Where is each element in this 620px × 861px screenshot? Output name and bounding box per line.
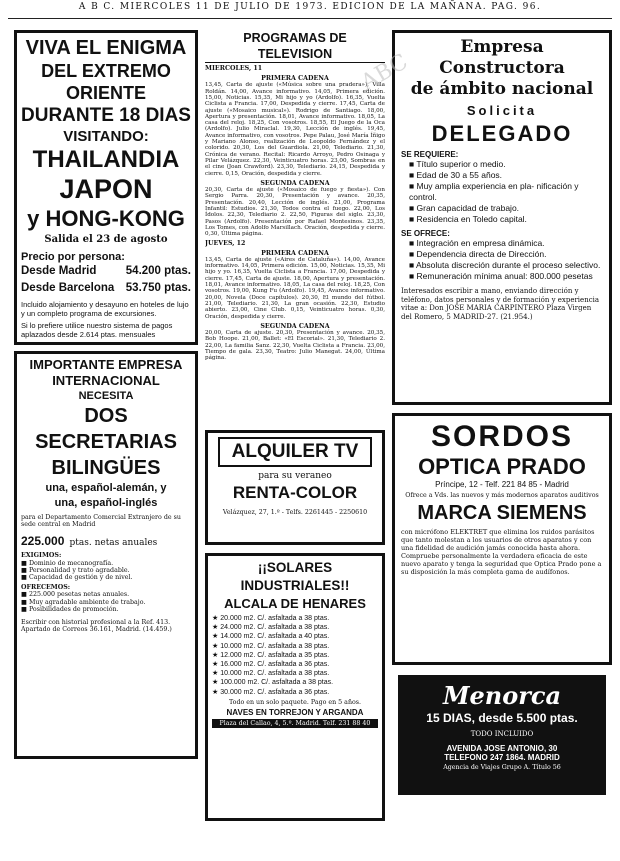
price-city: Desde Barcelona (21, 282, 115, 294)
empresa-line2: de ámbito nacional (410, 79, 594, 99)
list-item: ■ Remuneración mínima anual: 800.000 pesetas (409, 271, 593, 281)
menorca-footer: Agencia de Viajes Grupo A. Título 56 (443, 764, 561, 771)
sec-line2: INTERNACIONAL (52, 373, 160, 388)
list-item: ■ Muy agradable ambiente de trabajo. (21, 598, 146, 606)
tour-line3: DURANTE 18 DIAS (21, 105, 191, 126)
sec-dept: para el Departamento Comercial Extranjero de su sede central en Madrid (21, 514, 181, 529)
tv-section-body: 13,45, Carta de ajuste («Aires de Cataluña»). 14,00, Avance informativo. 14,05, Primera edición. 15,00, Noticias. 15,35, Mi hijo y yo. 16,35, Vuelta Ciclista a Francia. 17,00, Despedida y cierre. 17,45, Carta de ajuste. 18,00, Apertura y presentación. 18,01, Avance informativo. 18,05, La casa del reloj. 18,25, Con vosotros. 19,00, Kung Fu (Ardolfo). 19,45, Avance informativo. 20,00, Novela (Doce capítulos). 20,30, El mundo del fútbol. 21,00, Telediario. 21,30, La gran ocasión. 22,30, Estudio abierto. 23,00, Cine Club. 0,15, Veinticuatro horas. 0,30, Oración, despedida y cierre. (205, 256, 385, 320)
list-item: ★ 14.000 m2. C/. asfaltada a 40 ptas. (212, 633, 330, 641)
list-item: ■ Gran capacidad de trabajo. (409, 203, 520, 213)
list-item: ■ Dominio de mecanografía. (21, 559, 114, 567)
sec-line1: IMPORTANTE EMPRESA (29, 357, 183, 372)
column-left (14, 30, 198, 851)
menorca-title: Menorca (442, 681, 562, 710)
tour-ad (14, 30, 198, 345)
list-item: ■ Dependencia directa de Dirección. (409, 249, 547, 259)
sec-offer-title: OFRECEMOS: (21, 584, 71, 592)
sec-line6: una, español-alemán, y (45, 482, 167, 494)
sec-line3: NECESITA (78, 390, 134, 402)
list-item: ■ Posibilidades de promoción. (21, 605, 119, 613)
solares-ad (205, 553, 385, 821)
abc-watermark: ABC (357, 49, 413, 96)
column-center (205, 30, 385, 851)
solares-footer: Todo en un solo paquete. Pago en 5 años. (228, 698, 362, 706)
list-item: ★ 10.000 m2. C/. asfaltada a 38 ptas. (212, 642, 330, 650)
list-item: ★ 100.000 m2. C/. asfaltada a 38 ptas. (212, 679, 334, 687)
tour-price-row (21, 263, 191, 280)
sordos-text1: Ofrece a Vds. las nuevos y más modernos aparatos auditivos (405, 492, 599, 499)
tv-section-body: 13,45, Carta de ajuste («Música sobre una pradera»), Villa Roldán. 14,00, Avance informativo. 14,05, Primera edición. 15,00, Noticias. 15,35, Mi hijo y yo (Ardolfo). 16,35, Vuelta Ciclista a Francia. 17,00, Despedida y cierre. 17,45, Carta de ajuste («Mosaico musical»). Rodrigo de Santiago. 18,00, Apertura y presentación. 18,01, Avance informativo. 18,05, La casa del reloj. 18,25, Con vosotros. 18,55, El Juego de la Oca (Ardolfo). Julio Miraclal. 19,30, Lección de inglés. 19,45, Avance informativo, con vosotros. Pepe Palau, José María Íñigo y Mariano Alonso, realización de Leopoldo Fernández y el colorido. 20,30, Los del Guardiola. 21,00, Telediario. 21,30, Crónica de verano. Recital: Ricardo Arroyo, Pedro Osinaga y Pilar Velázquez. 22,30, Veinticuatro horas. 23,00, Sombras en el cine (Joan Crawford). 23,30, Telediario. 24,15, Despedida y cierre. 0,15, Oración, despedida y cierre. (205, 82, 385, 177)
sec-line7: una, español-inglés (54, 497, 158, 509)
sordos-brand2: MARCA SIEMENS (417, 502, 587, 525)
sordos-address: Príncipe, 12 - Telf. 221 84 85 - Madrid (435, 480, 569, 489)
sordos-title: SORDOS (430, 420, 574, 453)
tour-includes: Incluido alojamiento y desayuno en hoteles de lujo y un completo programa de excursiones. (21, 300, 189, 318)
tv-section-heading: SEGUNDA CADENA (260, 179, 330, 187)
tour-dest2: JAPON (59, 174, 153, 204)
tour-dest3-conj: y (27, 206, 40, 231)
alquiler-sub: para su veraneo (258, 471, 332, 481)
menorca-included: TODO INCLUIDO (470, 730, 534, 738)
column-right (392, 30, 612, 851)
list-item: ★ 24.000 m2. C/. asfaltada a 38 ptas. (212, 624, 330, 632)
list-item: ■ Residencia en Toledo capital. (409, 214, 527, 224)
tv-section-heading: PRIMERA CADENA (261, 75, 329, 83)
tv-day2: JUEVES, 12 (205, 240, 246, 248)
price-value: 53.750 ptas. (125, 282, 191, 294)
list-item: ★ 10.000 m2. C/. asfaltada a 38 ptas. (212, 670, 330, 678)
alquiler-brand: RENTA-COLOR (232, 483, 358, 502)
tour-dest1: THAILANDIA (32, 146, 180, 173)
tour-price-row (21, 280, 191, 297)
list-item: ★ 20.000 m2. C/. asfaltada a 38 ptas. (212, 615, 330, 622)
empresa-req-title: SE REQUIERE: (401, 150, 459, 159)
menorca-offer: 15 DIAS, desde 5.500 ptas. (426, 711, 578, 725)
menorca-address: AVENIDA JOSE ANTONIO, 30 (446, 744, 558, 753)
list-item: ★ 30.000 m2. C/. asfaltada a 36 ptas. (212, 688, 330, 696)
tv-section-body: 20,30, Carta de ajuste («Mosaico de fuego y fiesta»). Con Sergio Parra. 20,30, Presentación y avance. 20,35, Presentación. 20,40, Lección de inglés. 21,00, Programa Infantil: Estudios. 21,30, Todos contra el fuego. 22,00, Los Ídolos. 22,30, Telediario 2. 22,50, Figuras del siglo. 23,30, Pasos (Ardolfo). Presentación por Rafael Montesinos. 23,35, Los Tomes, con Adolfo Marsillach. Oración, despedida y cierre. 0,30, Última página. (205, 187, 385, 238)
empresa-line4: DELEGADO (431, 121, 573, 146)
tv-section-heading: PRIMERA CADENA (261, 249, 329, 257)
alquiler-ad (205, 430, 385, 545)
solares-subtitle: ALCALA DE HENARES (224, 596, 366, 611)
menorca-phone: TELEFONO 247 1864. MADRID (444, 753, 560, 762)
list-item: ■ 225.000 pesetas netas anuales. (21, 591, 130, 599)
secretaries-ad (14, 351, 198, 759)
empresa-line3: Solicita (466, 103, 538, 118)
list-item: ■ Integración en empresa dinámica. (409, 238, 545, 248)
tour-dest3: HONG-KONG (45, 206, 185, 231)
alquiler-title: ALQUILER TV (218, 437, 372, 467)
sec-contact: Escribir con historial profesional a la Ref. 413. Apartado de Correos 36.161, Madrid. (14.459.) (21, 619, 172, 634)
list-item: ■ Capacidad de gestión y de nivel. (21, 574, 133, 582)
list-item: ■ Muy amplia experiencia en pla- nificación y control. (409, 181, 579, 202)
list-item: ■ Absoluta discreción durante el proceso selectivo. (409, 260, 601, 270)
sec-salary-suffix: ptas. netas anuales (69, 538, 158, 549)
sec-line4: DOS SECRETARIAS (35, 405, 177, 453)
solares-naves: NAVES EN TORREJON Y ARGANDA (226, 708, 364, 718)
empresa-offer-title: SE OFRECE: (401, 229, 450, 238)
tour-line1: VIVA EL ENIGMA (25, 37, 187, 59)
tv-section-body: 20,00, Carta de ajuste. 20,30, Presentación y avance. 20,35, Bob Hoope. 21,00, Ballet: «El Escorial». 21,30, Telediario 2. 22,00, La familia Sanz. 22,30, Vuelta Ciclista a Francia. 23,00, Tiempo de gala. 23,30, Teatro: Julio Manegat. 24,00, Última página. (205, 330, 385, 362)
sec-line5: BILINGÜES (51, 457, 161, 479)
tv-section-heading: SEGUNDA CADENA (260, 322, 330, 330)
solares-title: ¡¡SOLARES INDUSTRIALES!! (240, 560, 350, 593)
sec-req-title: EXIGIMOS: (21, 552, 62, 560)
sordos-ad (392, 413, 612, 665)
tour-agency (21, 343, 191, 345)
tv-day1: MIERCOLES, 11 (205, 65, 263, 72)
alquiler-address: Velázquez, 27, 1.º - Telfs. 2261445 - 2250610 (222, 509, 368, 516)
tour-line2: DEL EXTREMO ORIENTE (41, 61, 171, 103)
solares-contact: Plaza del Callao, 4, 5.º. Madrid. Telf. 231 88 40 (212, 719, 378, 728)
tour-line4: VISITANDO: (63, 128, 149, 145)
sordos-brand: OPTICA PRADO (418, 454, 586, 479)
page-header: A B C. MIERCOLES 11 DE JULIO DE 1973. EDICION DE LA MAÑANA. PAG. 96. (8, 2, 612, 19)
list-item: ★ 12.000 m2. C/. asfaltada a 35 ptas. (212, 651, 330, 659)
tour-payment: Si lo prefiere utilice nuestro sistema de pagos aplazados desde 2.614 ptas. mensuales (21, 321, 173, 339)
tv-listings (205, 30, 385, 422)
menorca-ad (398, 675, 606, 795)
price-city: Desde Madrid (21, 265, 97, 277)
empresa-line1: Empresa Constructora (439, 37, 565, 78)
tour-price-title: Precio por persona: (21, 251, 125, 263)
empresa-ad (392, 30, 612, 405)
price-value: 54.200 ptas. (125, 265, 191, 277)
empresa-contact: Interesados escribir a mano, enviando dirección y teléfono, datos personales y de formación y experiencia vitae a: Don JOSE MARIA CARPINTERO Plaza Virgen del Romero, 5 MADRID-27. (21.954.) (401, 287, 600, 321)
sec-salary: 225.000 (21, 534, 65, 549)
sordos-text2: con micrófono ELEKTRET que elimina los ruidos parásitos que tanto molestan a los usuarios de otros aparatos y con una fidelidad de audición jamás conocida hasta ahora. Compruebe personalmente la verdadera eficacia de este nuevo aparato y tenga la seguridad que Optica Prado pone a su disposición la más completa gama de audífonos. (401, 528, 602, 577)
list-item: ■ Personalidad y trato agradable. (21, 566, 130, 574)
list-item: ■ Edad de 30 a 55 años. (409, 170, 503, 180)
tour-departure: Salida el 23 de agosto (44, 234, 168, 245)
list-item: ★ 16.000 m2. C/. asfaltada a 36 ptas. (212, 661, 330, 669)
tv-title: PROGRAMAS DE TELEVISION (205, 30, 385, 63)
list-item: ■ Título superior o medio. (409, 159, 506, 169)
